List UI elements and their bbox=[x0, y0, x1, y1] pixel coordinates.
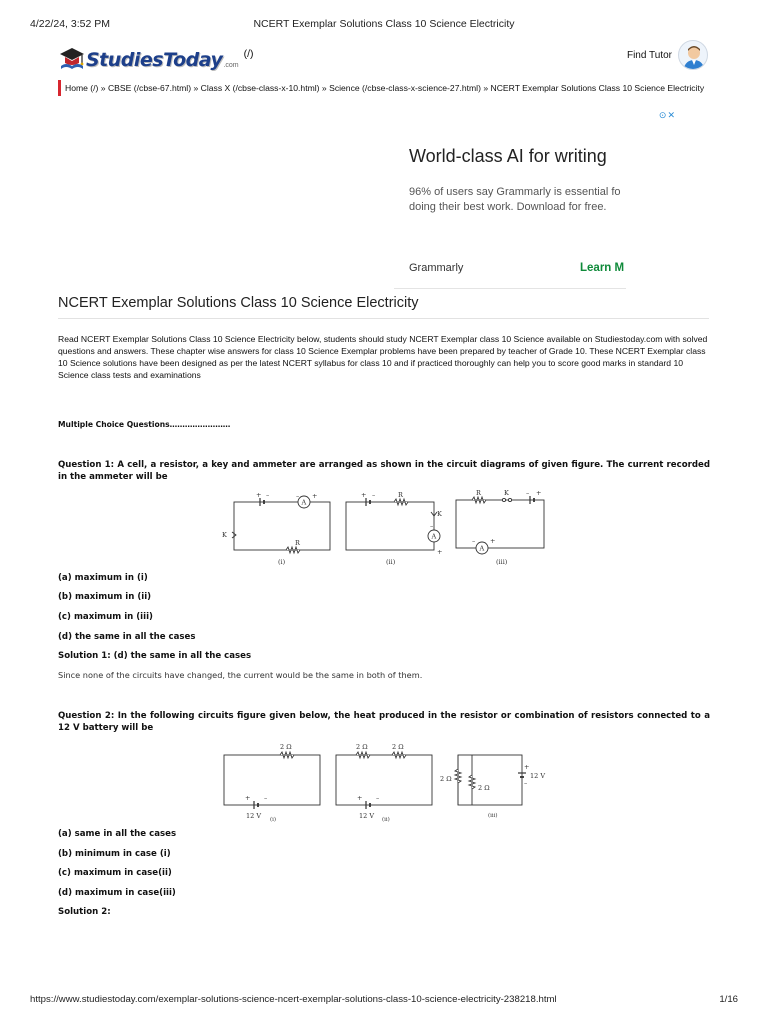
print-footer bbox=[30, 994, 738, 1008]
question-1-text: Question 1: A cell, a resistor, a key and ammeter are arranged as shown in the circuit diagrams of given figure. The current recorded in the ammeter will be bbox=[58, 460, 710, 482]
question-1-figure bbox=[218, 488, 558, 570]
graduation-cap-icon bbox=[58, 44, 86, 72]
q2-iii-voltage: 12 V bbox=[530, 772, 546, 780]
site-header bbox=[58, 40, 710, 76]
circuit-ii-ammeter-plus: + bbox=[437, 548, 443, 556]
q2-option-a: (a) same in all the cases bbox=[58, 829, 177, 839]
q2-option-b: (b) minimum in case (i) bbox=[58, 849, 171, 859]
q2-iii-minus: – bbox=[524, 779, 528, 787]
q2-i-resistance: 2 Ω bbox=[280, 743, 292, 751]
q2-ii-voltage: 12 V bbox=[359, 812, 375, 820]
page-title: NCERT Exemplar Solutions Class 10 Science Electricity bbox=[58, 295, 419, 311]
q2-ii-resistance-1: 2 Ω bbox=[356, 743, 368, 751]
ad-body-line2: doing their best work. Download for free. bbox=[409, 201, 607, 213]
circuit-iii-labels bbox=[472, 489, 541, 566]
print-header bbox=[30, 18, 738, 32]
q1-option-d: (d) the same in all the cases bbox=[58, 632, 196, 642]
circuit-i-ammeter-plus: + bbox=[312, 492, 318, 500]
ad-close-icon[interactable]: ⊙✕ bbox=[658, 110, 676, 120]
print-title: NCERT Exemplar Solutions Class 10 Science Electricity bbox=[253, 18, 515, 30]
q2-circuit-i bbox=[224, 752, 320, 809]
circuit-ii-plus: + bbox=[361, 491, 367, 499]
circuit-iii-label: (iii) bbox=[496, 558, 508, 566]
circuit-i-ammeter: A bbox=[301, 498, 307, 507]
circuit-iii-key: K bbox=[504, 489, 509, 497]
q2-i-minus: – bbox=[264, 794, 268, 802]
q2-i-voltage: 12 V bbox=[246, 812, 262, 820]
circuit-i bbox=[232, 496, 330, 553]
circuit-iii-resistor: R bbox=[476, 489, 481, 497]
find-tutor-link[interactable] bbox=[627, 40, 708, 70]
circuit-ii bbox=[346, 498, 440, 550]
q1-option-a: (a) maximum in (i) bbox=[58, 573, 148, 583]
circuit-i-key: K bbox=[222, 531, 227, 539]
q2-iii-resistance-2: 2 Ω bbox=[478, 784, 490, 792]
circuit-iii-ammeter-minus: – bbox=[472, 537, 476, 545]
print-date: 4/22/24, 3:52 PM bbox=[30, 18, 110, 30]
circuit-iii-plus: + bbox=[536, 489, 542, 497]
site-logo[interactable] bbox=[58, 44, 254, 72]
q2-option-c: (c) maximum in case(ii) bbox=[58, 868, 172, 878]
q2-circuit-ii bbox=[336, 752, 432, 809]
circuit-iii-ammeter: A bbox=[479, 544, 485, 553]
ad-brand: Grammarly bbox=[409, 262, 464, 274]
q2-ii-resistance-2: 2 Ω bbox=[392, 743, 404, 751]
ad-learn-more-button[interactable]: Learn M bbox=[580, 262, 624, 274]
circuit-i-minus: – bbox=[266, 491, 270, 499]
circuit-ii-ammeter: A bbox=[431, 532, 437, 541]
print-page-number: 1/16 bbox=[719, 994, 738, 1005]
q2-iii-plus: + bbox=[524, 763, 530, 771]
logo-link-text[interactable]: (/) bbox=[243, 48, 254, 60]
logo-wordmark bbox=[86, 48, 222, 72]
mcq-heading: Multiple Choice Questions…………………… bbox=[58, 420, 231, 429]
q2-iii-resistance-1: 2 Ω bbox=[440, 775, 452, 783]
logo-com: .com bbox=[223, 62, 239, 69]
logo-studies: Studies bbox=[86, 49, 164, 71]
q2-solution: Solution 2: bbox=[58, 907, 111, 917]
circuit-ii-ammeter-minus: – bbox=[430, 522, 434, 530]
q2-ii-minus: – bbox=[376, 794, 380, 802]
q2-ii-label: (ii) bbox=[382, 817, 390, 823]
q2-i-label: (i) bbox=[270, 817, 277, 823]
grammarly-ad[interactable] bbox=[394, 110, 680, 292]
question-2-text: Question 2: In the following circuits figure given below, the heat produced in the resistor or combination of resistors connected to a 12 V battery will be bbox=[58, 711, 710, 733]
intro-paragraph: Read NCERT Exemplar Solutions Class 10 Science Electricity below, students should study NCERT Exemplar class 10 Science available on Studiestoday.com with solved questions and answers. These chapter wise answers for class 10 Science Exemplar problems have been prepared by teacher of Grade 10. These NCERT Exemplar class 10 Science solutions have been designed as per the latest NCERT syllabus for class 10 and if practiced thoroughly can help you to score good marks in standard 10 Science class tests and examinations bbox=[58, 334, 708, 380]
breadcrumb[interactable]: Home (/) » CBSE (/cbse-67.html) » Class X (/cbse-class-x-10.html) » Science (/cbse-class-x-science-27.html) » NCERT Exemplar Solutions Class 10 Science Electricity bbox=[58, 80, 728, 96]
tutor-avatar-icon bbox=[678, 40, 708, 70]
circuit-ii-label: (ii) bbox=[386, 558, 396, 566]
circuit-i-plus: + bbox=[256, 491, 262, 499]
logo-today: Today bbox=[163, 49, 223, 71]
q1-option-b: (b) maximum in (ii) bbox=[58, 592, 152, 602]
q2-i-plus: + bbox=[245, 794, 251, 802]
title-divider bbox=[58, 318, 709, 319]
ad-headline: World-class AI for writing bbox=[409, 146, 607, 166]
circuit-iii-ammeter-plus: + bbox=[490, 537, 496, 545]
q1-solution: Solution 1: (d) the same in all the cases bbox=[58, 651, 252, 661]
circuit-iii-minus: – bbox=[526, 489, 530, 497]
q2-iii-label: (iii) bbox=[488, 813, 498, 819]
q1-explanation: Since none of the circuits have changed, the current would be the same in both of them. bbox=[58, 670, 423, 680]
circuit-i-label: (i) bbox=[278, 558, 286, 566]
circuit-i-ammeter-minus: – bbox=[296, 492, 300, 500]
q2-circuit-iii bbox=[455, 755, 526, 805]
q2-option-d: (d) maximum in case(iii) bbox=[58, 888, 176, 898]
circuit-ii-minus: – bbox=[372, 491, 376, 499]
print-url: https://www.studiestoday.com/exemplar-solutions-science-ncert-exemplar-solutions-class-10-science-electricity-238218.html bbox=[30, 994, 557, 1005]
q1-option-c: (c) maximum in (iii) bbox=[58, 612, 153, 622]
ad-body-line1: 96% of users say Grammarly is essential fo bbox=[409, 186, 621, 198]
circuit-i-resistor: R bbox=[295, 539, 300, 547]
question-2-figure bbox=[218, 741, 558, 827]
circuit-iii bbox=[456, 496, 544, 554]
find-tutor-label: Find Tutor bbox=[626, 49, 672, 61]
circuit-ii-key: K bbox=[437, 510, 442, 518]
ad-divider bbox=[394, 288, 626, 289]
ad-body bbox=[409, 185, 627, 215]
q2-ii-plus: + bbox=[357, 794, 363, 802]
circuit-ii-resistor: R bbox=[398, 491, 403, 499]
